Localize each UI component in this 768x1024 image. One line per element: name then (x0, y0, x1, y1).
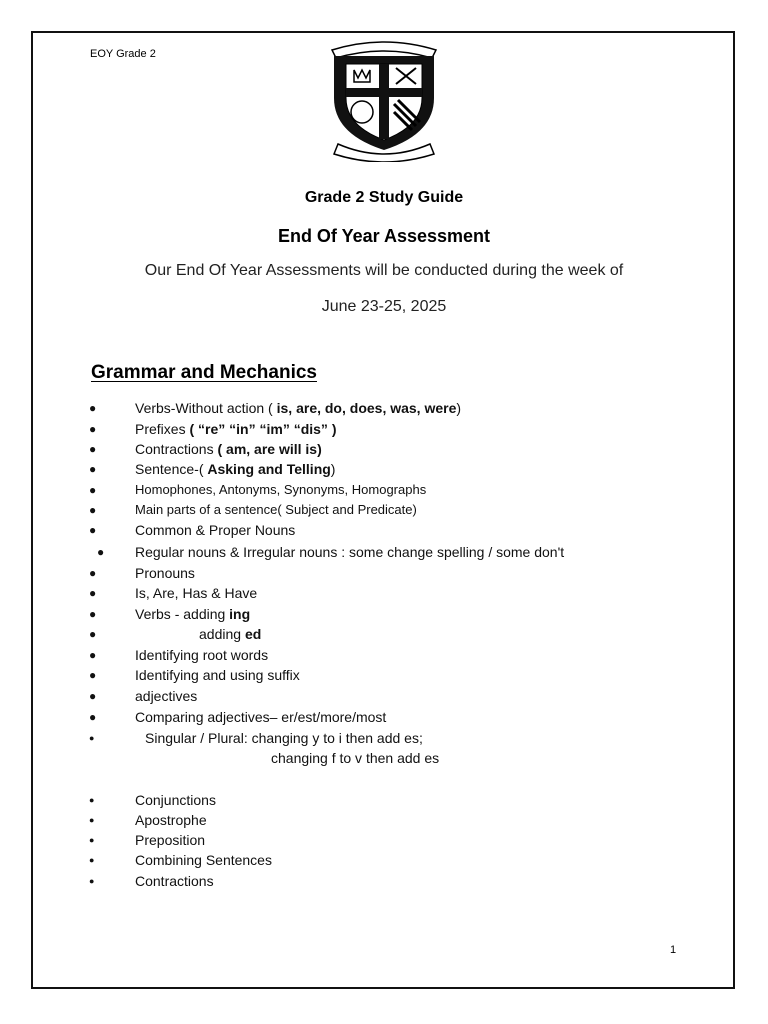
list-item: ● Main parts of a sentence( Subject and Predicate) (0, 500, 768, 520)
list-item: ● Sentence-( Asking and Telling) (89, 461, 336, 477)
bullet-icon: ● (89, 422, 97, 436)
bullet-icon: ● (89, 668, 97, 682)
intro-line-1: Our End Of Year Assessments will be conducted during the week of (144, 262, 624, 279)
bullet-icon: ● (89, 483, 97, 497)
bullet-icon: ● (89, 566, 97, 580)
page-subtitle: End Of Year Assessment (277, 226, 491, 246)
bullet-icon: ● (89, 401, 97, 415)
list-item: ● Is, Are, Has & Have (89, 585, 258, 601)
bullet-icon: ● (89, 523, 97, 537)
list-item: ● Verbs-Without action ( is, are, do, does, was, were) (89, 400, 462, 416)
list-item: ● adjectives (89, 688, 198, 704)
header-label: EOY Grade 2 (90, 48, 156, 60)
bullet-icon: ● (89, 607, 97, 621)
list-item: ● Comparing adjectives– er/est/more/most (89, 709, 387, 725)
bullet-icon: ● (89, 733, 95, 743)
list-item: ● Contractions (89, 873, 214, 889)
list-item: ● Preposition (89, 832, 206, 848)
page-number: 1 (670, 944, 677, 956)
list-item: ● Identifying root words (89, 647, 269, 663)
list-item-continuation: changing f to v then add es (271, 750, 440, 766)
bullet-icon: ● (89, 442, 97, 456)
list-item: ● Identifying and using suffix (89, 667, 300, 683)
bullet-icon: ● (89, 689, 97, 703)
bullet-icon: ● (89, 855, 95, 865)
list-item: ● Conjunctions (89, 792, 216, 808)
list-item: ● Homophones, Antonyms, Synonyms, Homographs (0, 480, 768, 500)
intro-line-2: June 23-25, 2025 (321, 298, 447, 315)
page-title: Grade 2 Study Guide (304, 189, 464, 206)
list-item: ● Singular / Plural: changing y to i then add es; (89, 730, 423, 746)
bullet-icon: ● (89, 648, 97, 662)
bullet-icon: ● (89, 876, 95, 886)
list-item: ● Prefixes ( “re” “in” “im” “dis” ) (89, 421, 337, 437)
list-item: ● Apostrophe (89, 812, 207, 828)
list-item: ● Verbs - adding ing (89, 606, 251, 622)
school-crest-logo (324, 36, 444, 162)
list-item: ● Combining Sentences (89, 852, 272, 868)
bullet-icon: ● (89, 815, 95, 825)
list-item: ● Contractions ( am, are will is) (89, 441, 322, 457)
bullet-icon: ● (89, 835, 95, 845)
list-item: ● Regular nouns & Irregular nouns : some change spelling / some don't (97, 544, 565, 560)
section-heading: Grammar and Mechanics (91, 362, 317, 383)
bullet-icon: ● (89, 586, 97, 600)
bullet-icon: ● (89, 710, 97, 724)
list-item: ● Common & Proper Nouns (89, 522, 296, 538)
list-item: ● adding ed (89, 626, 262, 642)
list-item: ● Pronouns (89, 565, 195, 581)
bullet-icon: ● (89, 503, 97, 517)
bullet-icon: ● (89, 795, 95, 805)
bullet-icon: ● (89, 462, 97, 476)
bullet-icon: ● (89, 627, 97, 641)
bullet-icon: ● (97, 545, 105, 559)
